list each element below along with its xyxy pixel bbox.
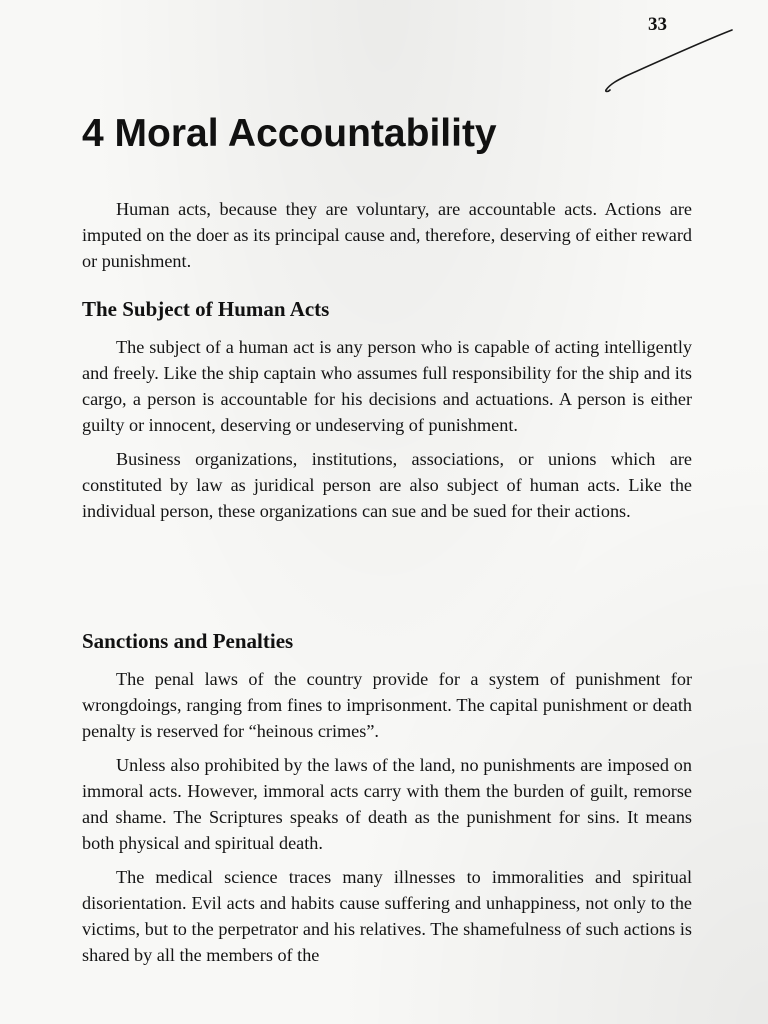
subject-paragraph-2: Business organizations, institutions, associations, or unions which are constituted by law as juridical person are also subject of human acts. Like the individual person, these organizations can sue and be sued for their actions. (82, 449, 692, 521)
subject-paragraph-1: The subject of a human act is any person who is capable of acting intelligently and freely. Like the ship captain who assumes full responsibility for the ship and its cargo, a person is accountable for his decisions and actuations. A person is either guilty or innocent, deserving or undeserving of punishment. (82, 337, 692, 435)
pen-stroke-mark (596, 24, 736, 96)
chapter-title: 4 Moral Accountability (82, 112, 497, 155)
sanctions-paragraph-3: The medical science traces many illnesses to immoralities and spiritual disorientation. Evil acts and habits cause suffering and unhappiness, not only to the victims, but to the perpetrator and his relatives. The shamefulness of such actions is shared by all the members of the (82, 867, 692, 965)
subject-section (82, 297, 692, 524)
intro-paragraph: Human acts, because they are voluntary, are accountable acts. Actions are imputed on the doer as its principal cause and, therefore, deserving of either reward or punishment. (82, 199, 692, 271)
sanctions-section (82, 629, 692, 968)
sanctions-paragraph-1: The penal laws of the country provide for a system of punishment for wrongdoings, ranging from fines to imprisonment. The capital punishment or death penalty is reserved for “heinous crimes”. (82, 669, 692, 741)
section-heading-sanctions: Sanctions and Penalties (82, 629, 294, 653)
intro-section (82, 196, 692, 274)
sanctions-paragraph-2: Unless also prohibited by the laws of the land, no punishments are imposed on immoral acts. However, immoral acts carry with them the burden of guilt, remorse and shame. The Scriptures speaks of death as the punishment for sins. It means both physical and spiritual death. (82, 755, 692, 853)
page-number: 33 (648, 14, 667, 35)
section-heading-subject: The Subject of Human Acts (82, 297, 330, 321)
